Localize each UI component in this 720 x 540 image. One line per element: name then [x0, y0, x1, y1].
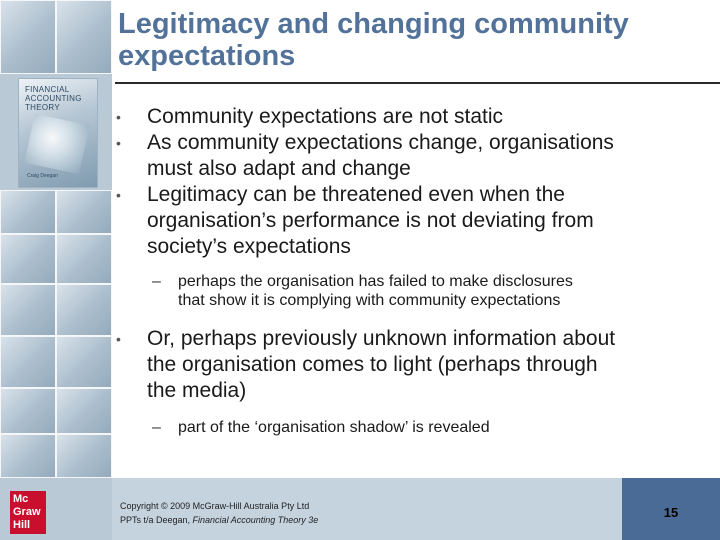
bullet-line: Community expectations are not static [147, 105, 503, 128]
tile [56, 388, 112, 434]
copyright-prefix: PPTs t/a Deegan, [120, 515, 193, 525]
bullet-item [112, 326, 712, 404]
title-divider [115, 82, 720, 84]
bullet-line: organisation’s performance is not deviating from [147, 209, 594, 232]
sub-bullet-line: perhaps the organisation has failed to make disclosures [178, 273, 573, 290]
tile [56, 0, 112, 74]
book-reference: Financial Accounting Theory 3e [192, 515, 319, 525]
copyright-line: Copyright © 2009 McGraw-Hill Australia Pty Ltd [120, 501, 310, 511]
logo-text: Hill [13, 519, 31, 531]
slide-body [112, 104, 712, 437]
logo-text: Mc [13, 493, 29, 505]
sub-bullet-marker: – [152, 419, 161, 436]
tile [56, 434, 112, 478]
bullet-line: society’s expectations [147, 235, 351, 258]
copyright-notice [120, 499, 520, 527]
book-title-line: FINANCIAL [25, 85, 70, 94]
tile [56, 336, 112, 388]
bullet-line: Legitimacy can be threatened even when the [147, 183, 565, 206]
page-number: 15 [663, 505, 679, 520]
mcgraw-hill-logo [10, 491, 46, 534]
tile [0, 434, 56, 478]
bullet-line: the media) [147, 379, 247, 402]
book-cover-image [18, 78, 98, 188]
sub-bullet-line: that show it is complying with community expectations [178, 292, 561, 309]
tile [0, 190, 56, 234]
sub-bullet-marker: – [152, 273, 161, 290]
tile [56, 284, 112, 336]
bullet-line: Or, perhaps previously unknown information about [147, 327, 616, 350]
sub-bullet-line: part of the ‘organisation shadow’ is revealed [178, 419, 490, 436]
tile [0, 0, 56, 74]
bullet-item [112, 130, 712, 182]
book-title-line: THEORY [25, 103, 60, 112]
bullet-item [112, 104, 712, 130]
spacer [112, 404, 712, 418]
bullet-line: must also adapt and change [147, 157, 411, 180]
bullet-item [112, 182, 712, 260]
tile [0, 234, 56, 284]
sub-bullet-item [112, 272, 712, 310]
bullet-line: the organisation comes to light (perhaps through [147, 353, 598, 376]
tile [0, 336, 56, 388]
tile [56, 190, 112, 234]
decorative-tiles [0, 0, 112, 478]
bullet-marker: • [116, 187, 121, 203]
ice-cube-graphic [24, 114, 89, 175]
sub-bullet-item [112, 418, 712, 437]
title-line: Legitimacy and changing community [118, 8, 629, 40]
bullet-marker: • [116, 135, 121, 151]
tile [0, 388, 56, 434]
book-title-line: ACCOUNTING [25, 94, 82, 103]
tile [56, 234, 112, 284]
bullet-marker: • [116, 109, 121, 125]
bullet-line: As community expectations change, organisations [147, 131, 614, 154]
book-author: Craig Deegan [27, 173, 58, 179]
bullet-marker: • [116, 331, 121, 347]
spacer [112, 260, 712, 272]
spacer [112, 310, 712, 326]
tile [0, 284, 56, 336]
title-line: expectations [118, 40, 296, 72]
copyright-line [120, 513, 520, 527]
sidebar-strip [0, 0, 112, 540]
slide-title [118, 8, 708, 72]
logo-text: Graw [13, 506, 41, 518]
book-title [25, 85, 95, 112]
